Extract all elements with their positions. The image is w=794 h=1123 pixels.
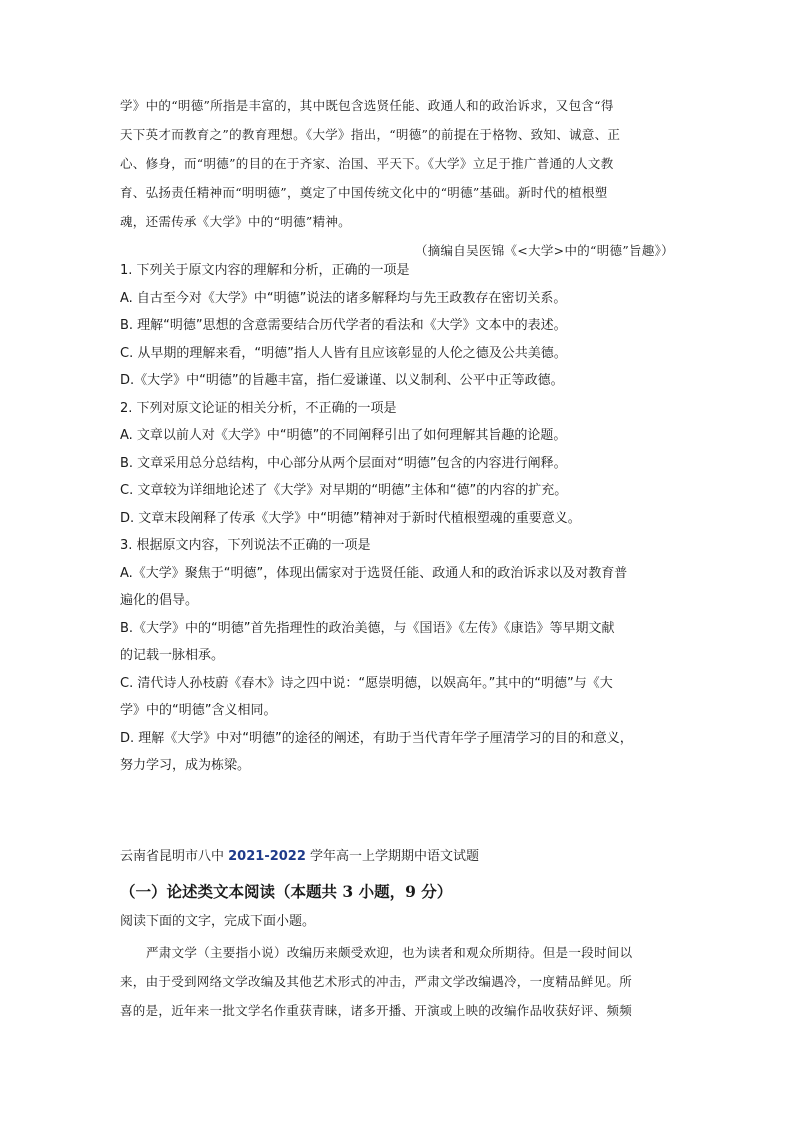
exam-rest: 学年高一上学期期中语文试题 <box>305 849 480 864</box>
question-list <box>120 257 680 780</box>
passage-line: 学》中的“明德”所指是丰富的，其中既包含选贤任能、政通人和的政治诉求，又包含“得 <box>120 98 614 113</box>
passage-bottom <box>120 938 680 1025</box>
option-d: D. 文章末段阐释了传承《大学》中“明德”精神对于新时代植根塑魂的重要意义。 <box>120 510 581 526</box>
passage-line: 天下英才而教育之”的教育理想。《大学》指出，“明德”的前提在于格物、致知、诚意、正 <box>120 127 621 142</box>
option-a: A.《大学》聚焦于“明德”，体现出儒家对于选贤任能、政通人和的政治诉求以及对教育普 <box>120 565 628 581</box>
question-1 <box>120 257 680 395</box>
passage-line: 严肃文学（主要指小说）改编历来颇受欢迎，也为读者和观众所期待。但是一段时间以 <box>146 945 633 960</box>
question-2 <box>120 395 680 533</box>
option-c: C. 清代诗人孙枝蔚《春木》诗之四中说：“愿崇明德，以娱高年。”其中的“明德”与《大 <box>120 675 613 691</box>
exam-title <box>120 845 680 864</box>
passage-line: 喜的是，近年来一批文学名作重获青睐，诸多开播、开演或上映的改编作品收获好评、频频 <box>120 1003 633 1018</box>
passage-top <box>120 91 680 265</box>
passage-line: 魂，还需传承《大学》中的“明德”精神。 <box>120 214 351 229</box>
option-a-cont: 遍化的倡导。 <box>120 593 199 608</box>
section-title: （一）论述类文本阅读（本题共 3 小题，9 分） <box>120 882 453 901</box>
question-stem: 2. 下列对原文论证的相关分析，不正确的一项是 <box>120 400 397 416</box>
option-b-cont: 的记载一脉相承。 <box>120 648 225 663</box>
option-c: C. 文章较为详细地论述了《大学》对早期的“明德”主体和“德”的内容的扩充。 <box>120 483 568 498</box>
question-3 <box>120 532 680 780</box>
question-stem: 1. 下列关于原文内容的理解和分析，正确的一项是 <box>120 263 410 278</box>
option-d: D.《大学》中“明德”的旨趣丰富，指仁爱谦谨、以义制利、公平中正等政德。 <box>120 373 564 388</box>
option-c-cont: 学》中的“明德”含义相同。 <box>120 703 277 718</box>
option-a: A. 文章以前人对《大学》中“明德”的不同阐释引出了如何理解其旨趣的论题。 <box>120 428 567 443</box>
option-b: B. 理解“明德”思想的含意需要结合历代学者的看法和《大学》文本中的表述。 <box>120 318 567 333</box>
source-citation: （摘编自吴医锦《<大学>中的“明德”旨趣》） <box>414 243 674 258</box>
option-b: B. 文章采用总分总结构，中心部分从两个层面对“明德”包含的内容进行阐释。 <box>120 455 567 471</box>
question-stem: 3. 根据原文内容，下列说法不正确的一项是 <box>120 538 371 553</box>
exam-school: 云南省昆明市八中 <box>120 849 229 864</box>
exam-year: 2021-2022 <box>228 849 306 864</box>
option-b: B.《大学》中的“明德”首先指理性的政治美德，与《国语》《左传》《康诰》等早期文献 <box>120 620 615 636</box>
option-d: D. 理解《大学》中对“明德”的途径的阐述，有助于当代青年学子厘清学习的目的和意义， <box>120 730 633 746</box>
passage-line: 育、弘扬责任精神而“明明德”，奠定了中国传统文化中的“明德”基础。新时代的植根塑 <box>120 185 608 200</box>
option-c: C. 从早期的理解来看，“明德”指人人皆有且应该彰显的人伦之德及公共美德。 <box>120 345 567 361</box>
passage-line: 心、修身，而“明德”的目的在于齐家、治国、平天下。《大学》立足于推广普通的人文教 <box>120 156 614 171</box>
option-d-cont: 努力学习，成为栋梁。 <box>120 758 251 773</box>
passage-line: 来，由于受到网络文学改编及其他艺术形式的冲击，严肃文学改编遇冷，一度精品鲜见。所 <box>120 974 633 989</box>
option-a: A. 自古至今对《大学》中“明德”说法的诸多解释均与先王政教存在密切关系。 <box>120 290 567 306</box>
section-instruction: 阅读下面的文字，完成下面小题。 <box>120 914 316 929</box>
